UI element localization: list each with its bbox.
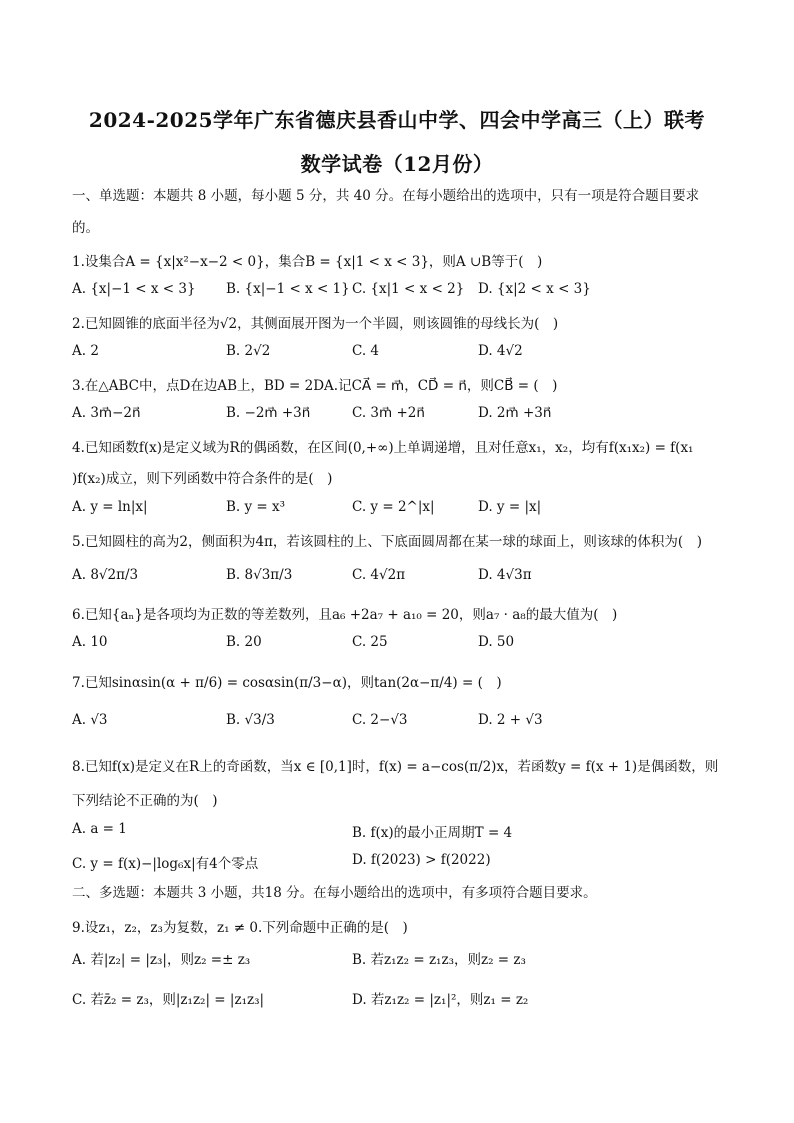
exam-title-line1: 2024-2025学年广东省德庆县香山中学、四会中学高三（上）联考	[88, 108, 706, 132]
q4-option-a: A. y = ln|x|	[72, 499, 148, 515]
q8-option-d: D. f(2023) > f(2022)	[352, 852, 491, 868]
q4-option-d: D. y = |x|	[478, 499, 542, 515]
q7-option-a: A. √3	[72, 712, 108, 728]
q1-option-c: C. {x|1 < x < 2}	[352, 281, 465, 297]
question-9-stem: 9.设z₁，z₂，z₃为复数，z₁ ≠ 0.下列命题中正确的是( )	[72, 920, 408, 936]
q8-option-b: B. f(x)的最小正周期T = 4	[352, 825, 513, 841]
q8-option-a: A. a = 1	[72, 821, 127, 837]
q5-option-d: D. 4√3π	[478, 567, 532, 583]
question-2-stem: 2.已知圆锥的底面半径为√2，其侧面展开图为一个半圆，则该圆锥的母线长为( )	[72, 316, 559, 332]
q7-option-d: D. 2 + √3	[478, 712, 543, 728]
section1-heading: 一、单选题：本题共 8 小题，每小题 5 分，共 40 分。在每小题给出的选项中，只有一项是符合题目要求的。	[72, 188, 700, 236]
q9-option-a: A. 若|z₂| = |z₃|，则z₂ =± z₃	[72, 952, 251, 968]
q2-option-a: A. 2	[72, 343, 99, 359]
q7-option-c: C. 2−√3	[352, 712, 408, 728]
question-1-stem: 1.设集合A = {x|x²−x−2 < 0}，集合B = {x|1 < x < 3}，则A ∪B等于( )	[72, 254, 543, 270]
q8-option-c: C. y = f(x)−|log₆x|有4个零点	[72, 856, 259, 872]
question-4-stem-cont: )f(x₂)成立，则下列函数中符合条件的是( )	[72, 471, 333, 487]
question-4-stem: 4.已知函数f(x)是定义域为R的偶函数，在区间(0,+∞)上单调递增，且对任意x₁，x₂，均有f(x₁x₂) = f(x₁	[72, 440, 694, 456]
q3-option-a: A. 3m⃗−2n⃗	[72, 405, 141, 421]
q1-option-d: D. {x|2 < x < 3}	[478, 281, 591, 297]
q1-option-b: B. {x|−1 < x < 1}	[226, 281, 350, 297]
q6-option-c: C. 25	[352, 634, 388, 650]
q6-option-a: A. 10	[72, 634, 108, 650]
q5-option-b: B. 8√3π/3	[226, 567, 293, 583]
q4-option-b: B. y = x³	[226, 499, 286, 515]
question-6-stem: 6.已知{aₙ}是各项均为正数的等差数列，且a₆ +2a₇ + a₁₀ = 20，则a₇ · a₈的最大值为( )	[72, 607, 618, 623]
q5-option-a: A. 8√2π/3	[72, 567, 139, 583]
question-3-stem: 3.在△ABC中，点D在边AB上，BD = 2DA.记CA⃗ = m⃗，CD⃗ = n⃗，则CB⃗ = ( )	[72, 378, 558, 394]
q5-option-c: C. 4√2π	[352, 567, 406, 583]
q9-option-b: B. 若z₁z₂ = z₁z₃，则z₂ = z₃	[352, 952, 526, 968]
question-7-stem: 7.已知sinαsin(α + π/6) = cosαsin(π/3−α)，则tan(2α−π/4) = ( )	[72, 675, 502, 691]
q2-option-b: B. 2√2	[226, 343, 271, 359]
q2-option-d: D. 4√2	[478, 343, 523, 359]
q3-option-c: C. 3m⃗ +2n⃗	[352, 405, 425, 421]
q3-option-d: D. 2m⃗ +3n⃗	[478, 405, 552, 421]
exam-title-line2: 数学试卷（12月份）	[300, 152, 494, 176]
q7-option-b: B. √3/3	[226, 712, 275, 728]
q6-option-d: D. 50	[478, 634, 515, 650]
question-8-stem: 8.已知f(x)是定义在R上的奇函数，当x ∈ [0,1]时，f(x) = a−cos(π/2)x，若函数y = f(x + 1)是偶函数，则	[72, 759, 719, 775]
q3-option-b: B. −2m⃗ +3n⃗	[226, 405, 311, 421]
q1-option-a: A. {x|−1 < x < 3}	[72, 281, 196, 297]
section2-heading: 二、多选题：本题共 3 小题，共18 分。在每小题给出的选项中，有多项符合题目要求。	[72, 885, 597, 901]
q9-option-d: D. 若z₁z₂ = |z₁|²，则z₁ = z₂	[352, 992, 529, 1008]
q9-option-c: C. 若z̄₂ = z₃，则|z₁z₂| = |z₁z₃|	[72, 992, 265, 1008]
q4-option-c: C. y = 2^|x|	[352, 499, 435, 515]
q2-option-c: C. 4	[352, 343, 380, 359]
question-8-stem-cont: 下列结论不正确的为( )	[72, 793, 218, 809]
question-5-stem: 5.已知圆柱的高为2，侧面积为4π，若该圆柱的上、下底面圆周都在某一球的球面上，则该球的体积为( )	[72, 534, 702, 550]
q6-option-b: B. 20	[226, 634, 262, 650]
